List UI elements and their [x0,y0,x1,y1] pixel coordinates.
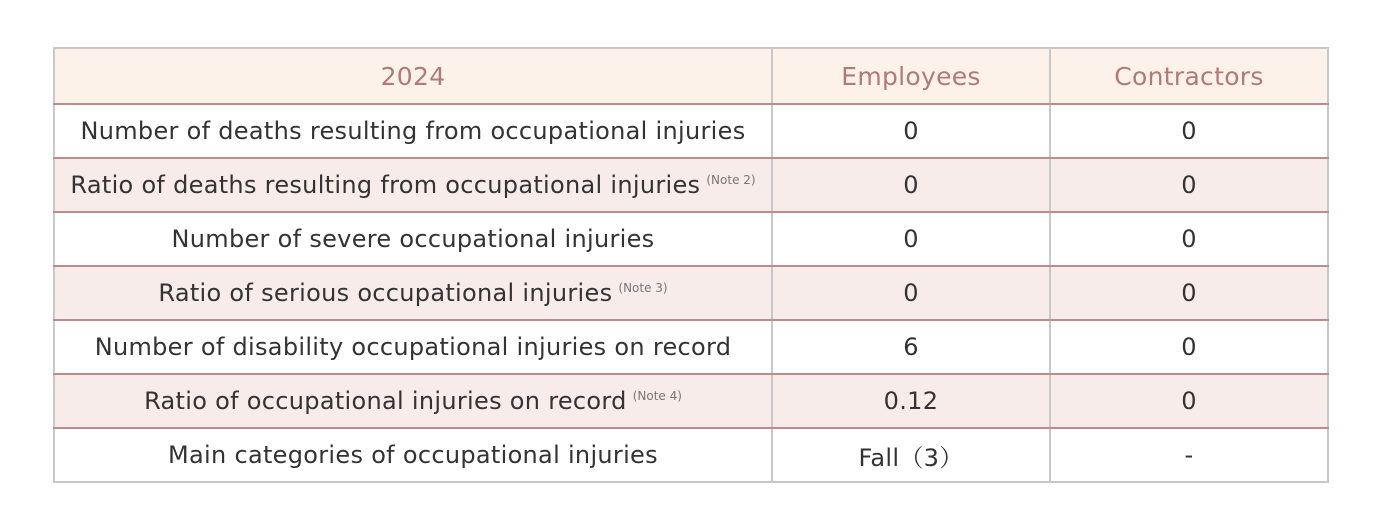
contractors-value: 0 [1050,158,1328,212]
footnote-marker: (Note 4) [632,389,682,403]
table-header-row [54,48,1328,104]
row-label [54,104,772,158]
row-label-text: Number of disability occupational injuries on record [94,333,732,361]
table-row [54,104,1328,158]
employees-value: 0 [772,266,1050,320]
row-label-text: Number of deaths resulting from occupational injuries [80,117,746,145]
row-label-text: Ratio of deaths resulting from occupational injuries [70,171,701,199]
contractors-value: 0 [1050,374,1328,428]
row-label [54,428,772,482]
employees-value: 0 [772,158,1050,212]
row-label-text: Ratio of serious occupational injuries [158,279,613,307]
contractors-value: 0 [1050,266,1328,320]
row-label [54,320,772,374]
contractors-value: 0 [1050,320,1328,374]
footnote-marker: (Note 2) [706,173,756,187]
header-contractors: Contractors [1050,48,1328,104]
header-employees: Employees [772,48,1050,104]
employees-value: 0 [772,104,1050,158]
row-label-text: Number of severe occupational injuries [171,225,655,253]
table-row [54,320,1328,374]
table-row [54,428,1328,482]
row-label [54,266,772,320]
row-label-text: Ratio of occupational injuries on record [144,387,627,415]
employees-value: 0.12 [772,374,1050,428]
injury-statistics-table-wrapper [53,47,1327,483]
employees-value: 6 [772,320,1050,374]
header-year: 2024 [54,48,772,104]
table-row [54,374,1328,428]
row-label [54,158,772,212]
injury-statistics-table [53,47,1329,483]
table-row [54,158,1328,212]
contractors-value: 0 [1050,104,1328,158]
row-label-text: Main categories of occupational injuries [168,441,658,469]
row-label [54,374,772,428]
contractors-value: 0 [1050,212,1328,266]
row-label [54,212,772,266]
footnote-marker: (Note 3) [618,281,668,295]
contractors-value: - [1050,428,1328,482]
table-row [54,266,1328,320]
employees-value: Fall（3） [772,428,1050,482]
employees-value: 0 [772,212,1050,266]
table-row [54,212,1328,266]
